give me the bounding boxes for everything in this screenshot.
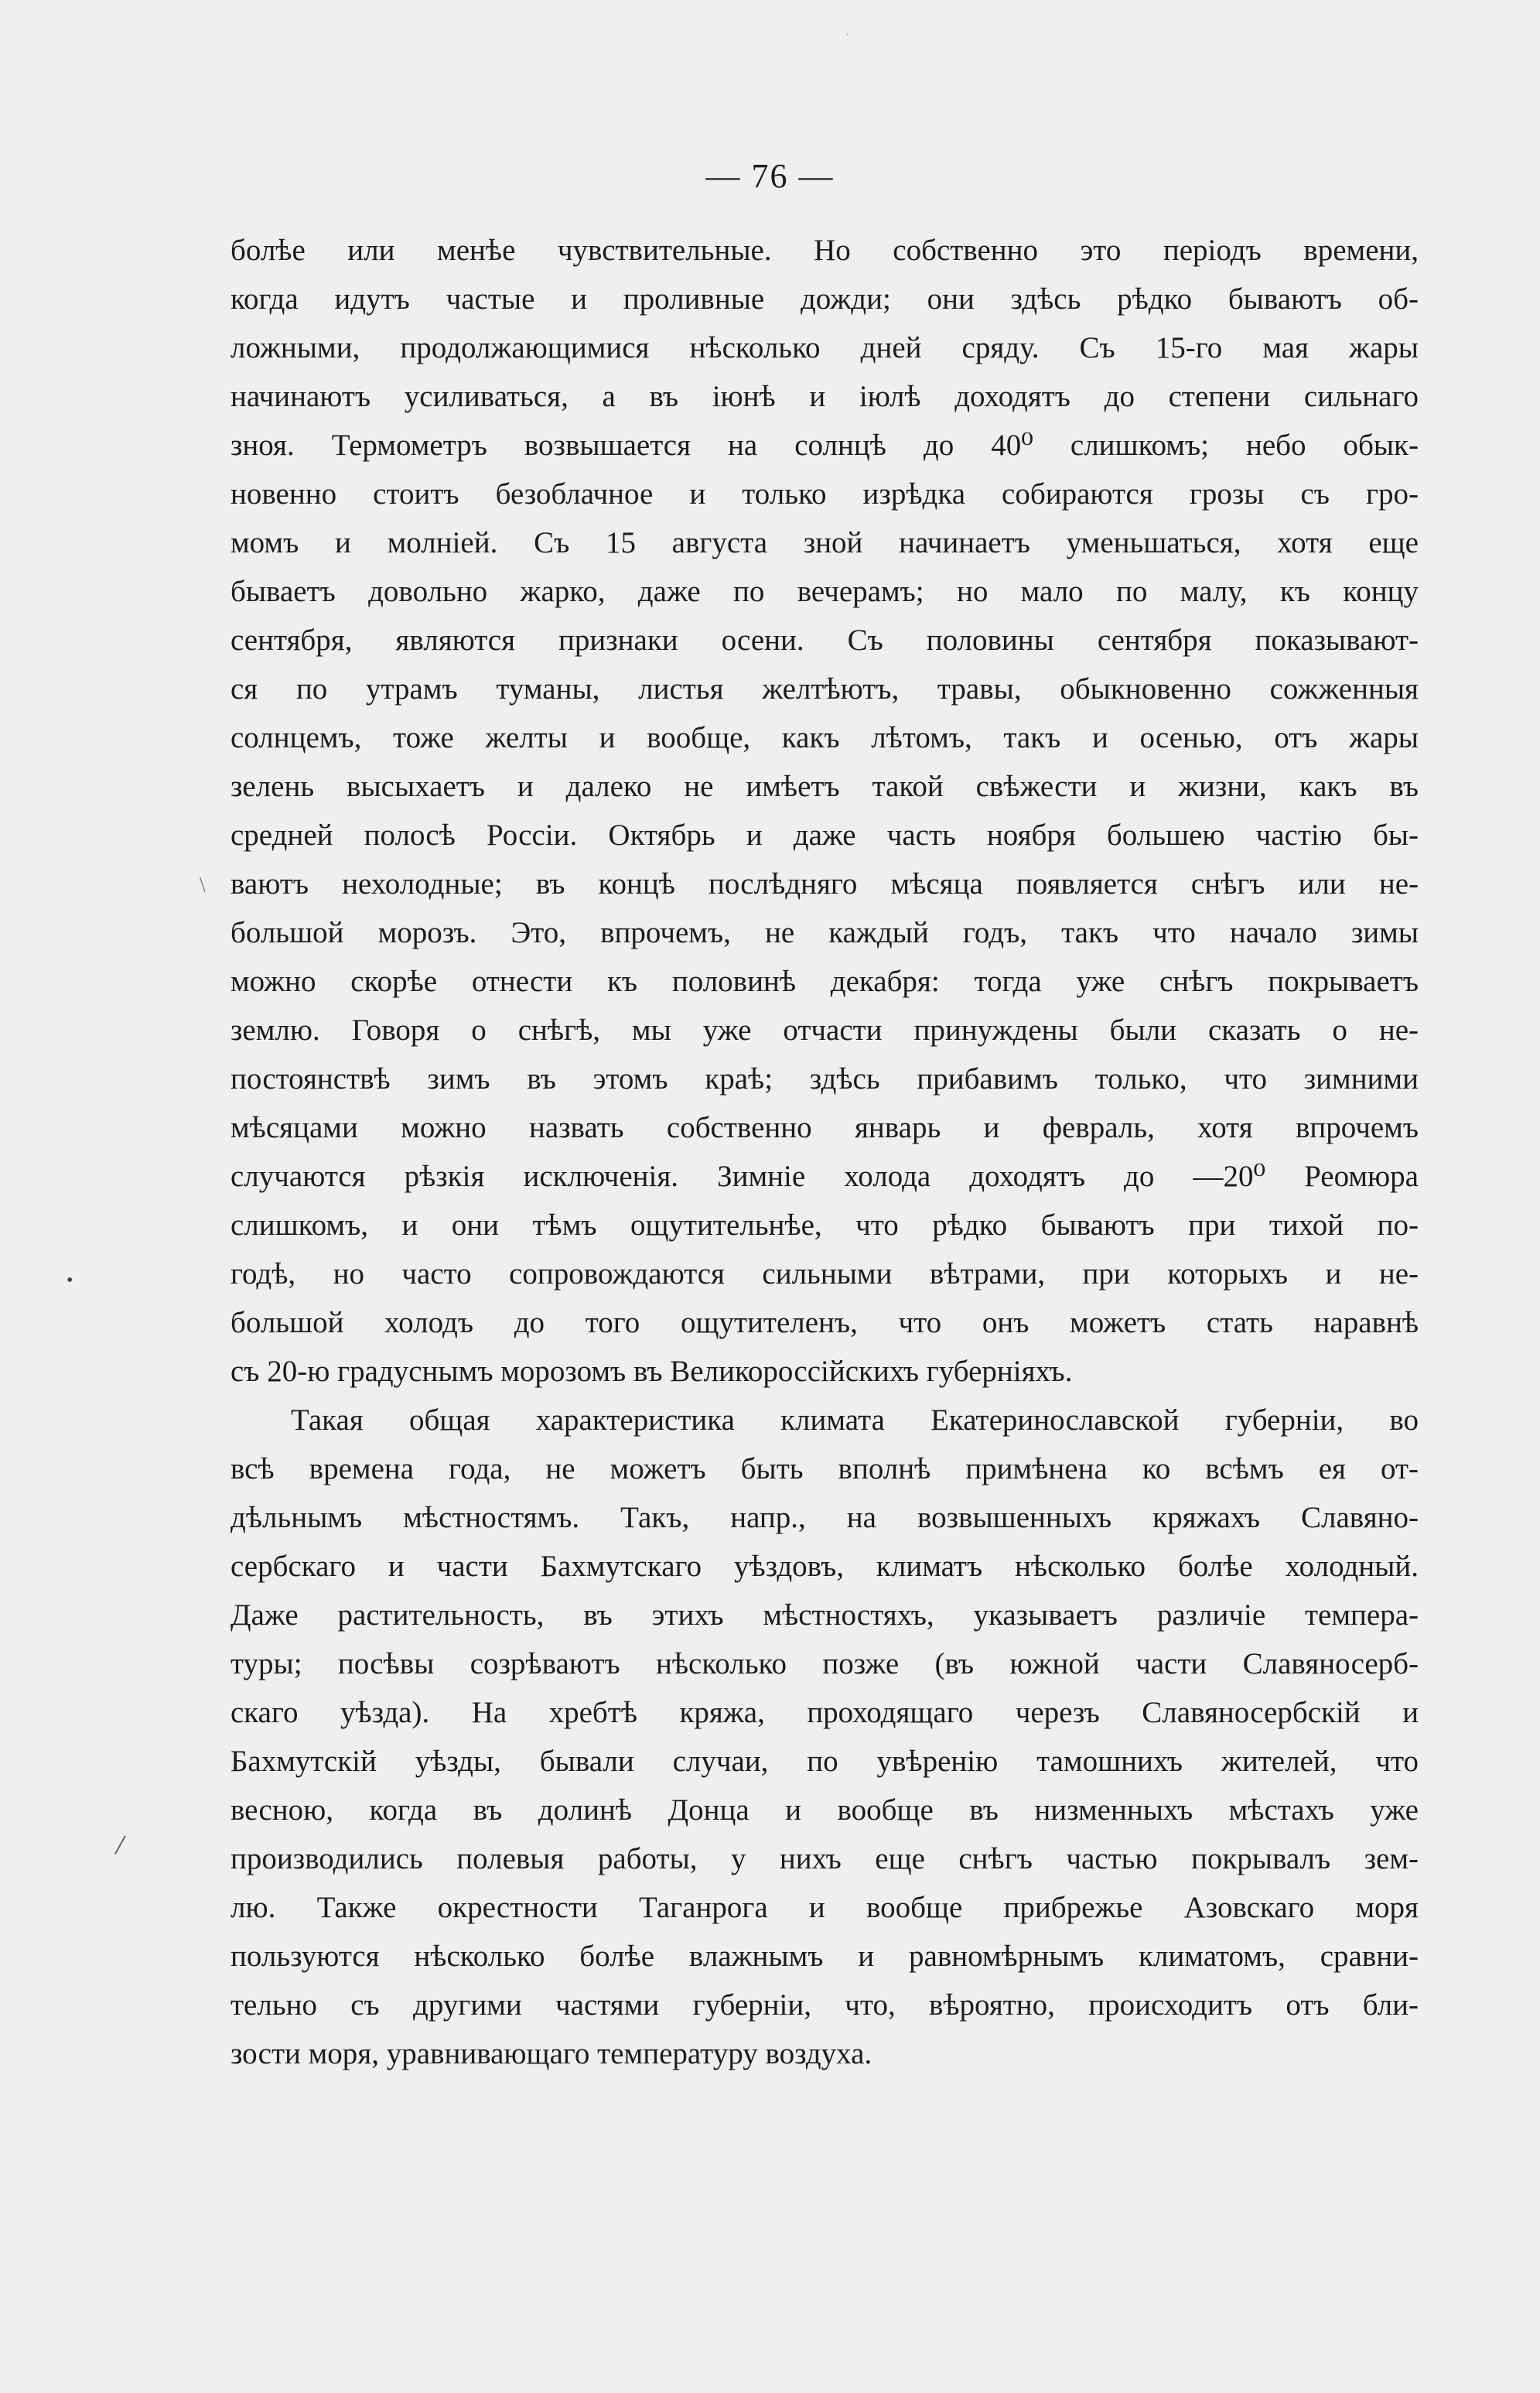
text-line: всѣ времена года, не можетъ быть вполнѣ примѣнена ко всѣмъ ея от- [230, 1452, 1419, 1485]
text-line: зноя. Термометръ возвышается на солнцѣ до 40⁰ слишкомъ; небо обык- [230, 429, 1419, 462]
text-line: зости моря, уравнивающаго температуру воздуха. [230, 2037, 872, 2070]
text-line: средней полосѣ Россіи. Октябрь и даже часть ноября большею частію бы- [230, 819, 1419, 852]
paragraph-2 [230, 1396, 1419, 2078]
text-line: зелень высыхаетъ и далеко не имѣетъ такой свѣжести и жизни, какъ въ [230, 770, 1419, 803]
scan-mark: ' [846, 32, 849, 43]
paragraph-1 [230, 226, 1419, 1396]
text-line: момъ и молніей. Съ 15 августа зной начинаетъ уменьшаться, хотя еще [230, 526, 1419, 559]
text-line: дѣльнымъ мѣстностямъ. Такъ, напр., на возвышенныхъ кряжахъ Славяно- [230, 1501, 1419, 1534]
text-line: Даже растительность, въ этихъ мѣстностяхъ, указываетъ различіе темпера- [230, 1598, 1419, 1632]
text-line: производились полевыя работы, у нихъ еще снѣгъ частью покрывалъ зем- [230, 1842, 1419, 1875]
text-line: лю. Также окрестности Таганрога и вообще прибрежье Азовскаго моря [230, 1891, 1419, 1924]
scan-mark: \ [200, 873, 206, 897]
text-line: болѣе или менѣе чувствительные. Но собственно это періодъ времени, [230, 234, 1419, 267]
text-line: слишкомъ, и они тѣмъ ощутительнѣе, что рѣдко бываютъ при тихой по- [230, 1208, 1419, 1242]
text-line: сентября, являются признаки осени. Съ половины сентября показывают- [230, 624, 1419, 657]
text-line: годѣ, но часто сопровождаются сильными вѣтрами, при которыхъ и не- [230, 1257, 1419, 1291]
text-line: солнцемъ, тоже желты и вообще, какъ лѣтомъ, такъ и осенью, отъ жары [230, 721, 1419, 754]
text-line: сербскаго и части Бахмутскаго уѣздовъ, климатъ нѣсколько болѣе холодный. [230, 1550, 1419, 1583]
text-line: когда идутъ частые и проливные дожди; они здѣсь рѣдко бываютъ об- [230, 282, 1419, 316]
text-line: Такая общая характеристика климата Екатеринославской губерніи, во [291, 1403, 1419, 1437]
text-line: тельно съ другими частями губерніи, что, вѣроятно, происходитъ отъ бли- [230, 1988, 1419, 2022]
text-line: ся по утрамъ туманы, листья желтѣютъ, травы, обыкновенно сожженныя [230, 672, 1419, 706]
body-text [230, 226, 1419, 2078]
text-line: мѣсяцами можно назвать собственно январь и февраль, хотя впрочемъ [230, 1111, 1419, 1144]
text-line: бываетъ довольно жарко, даже по вечерамъ; но мало по малу, къ концу [230, 575, 1419, 608]
text-line: ложными, продолжающимися нѣсколько дней сряду. Съ 15-го мая жары [230, 331, 1419, 364]
text-line: начинаютъ усиливаться, а въ іюнѣ и іюлѣ доходятъ до степени сильнаго [230, 380, 1419, 413]
text-line: пользуются нѣсколько болѣе влажнымъ и равномѣрнымъ климатомъ, сравни- [230, 1940, 1419, 1973]
text-line: скаго уѣзда). На хребтѣ кряжа, проходящаго черезъ Славяносербскій и [230, 1696, 1419, 1729]
text-line: весною, когда въ долинѣ Донца и вообще въ низменныхъ мѣстахъ уже [230, 1793, 1419, 1827]
text-line: новенно стоитъ безоблачное и только изрѣдка собираются грозы съ гро- [230, 477, 1419, 511]
text-line: Бахмутскій уѣзды, бывали случаи, по увѣренію тамошнихъ жителей, что [230, 1745, 1419, 1778]
text-line: землю. Говоря о снѣгѣ, мы уже отчасти принуждены были сказать о не- [230, 1014, 1419, 1047]
page-number: — 76 — [705, 157, 835, 195]
text-line: большой холодъ до того ощутителенъ, что онъ можетъ стать наравнѣ [230, 1306, 1419, 1339]
text-line: случаются рѣзкія исключенія. Зимніе холода доходятъ до —20⁰ Реомюра [230, 1160, 1419, 1193]
text-line: съ 20-ю градуснымъ морозомъ въ Великороссійскихъ губерніяхъ. [230, 1355, 1073, 1388]
scan-mark: • [67, 1270, 73, 1291]
text-line: большой морозъ. Это, впрочемъ, не каждый годъ, такъ что начало зимы [230, 916, 1419, 949]
text-line: ваютъ нехолодные; въ концѣ послѣдняго мѣсяца появляется снѣгъ или не- [230, 867, 1419, 901]
text-line: туры; посѣвы созрѣваютъ нѣсколько позже (въ южной части Славяносерб- [230, 1647, 1419, 1680]
scan-mark: / [113, 1828, 128, 1862]
text-line: можно скорѣе отнести къ половинѣ декабря: тогда уже снѣгъ покрываетъ [230, 965, 1419, 998]
text-line: постоянствѣ зимъ въ этомъ краѣ; здѣсь прибавимъ только, что зимними [230, 1062, 1419, 1096]
